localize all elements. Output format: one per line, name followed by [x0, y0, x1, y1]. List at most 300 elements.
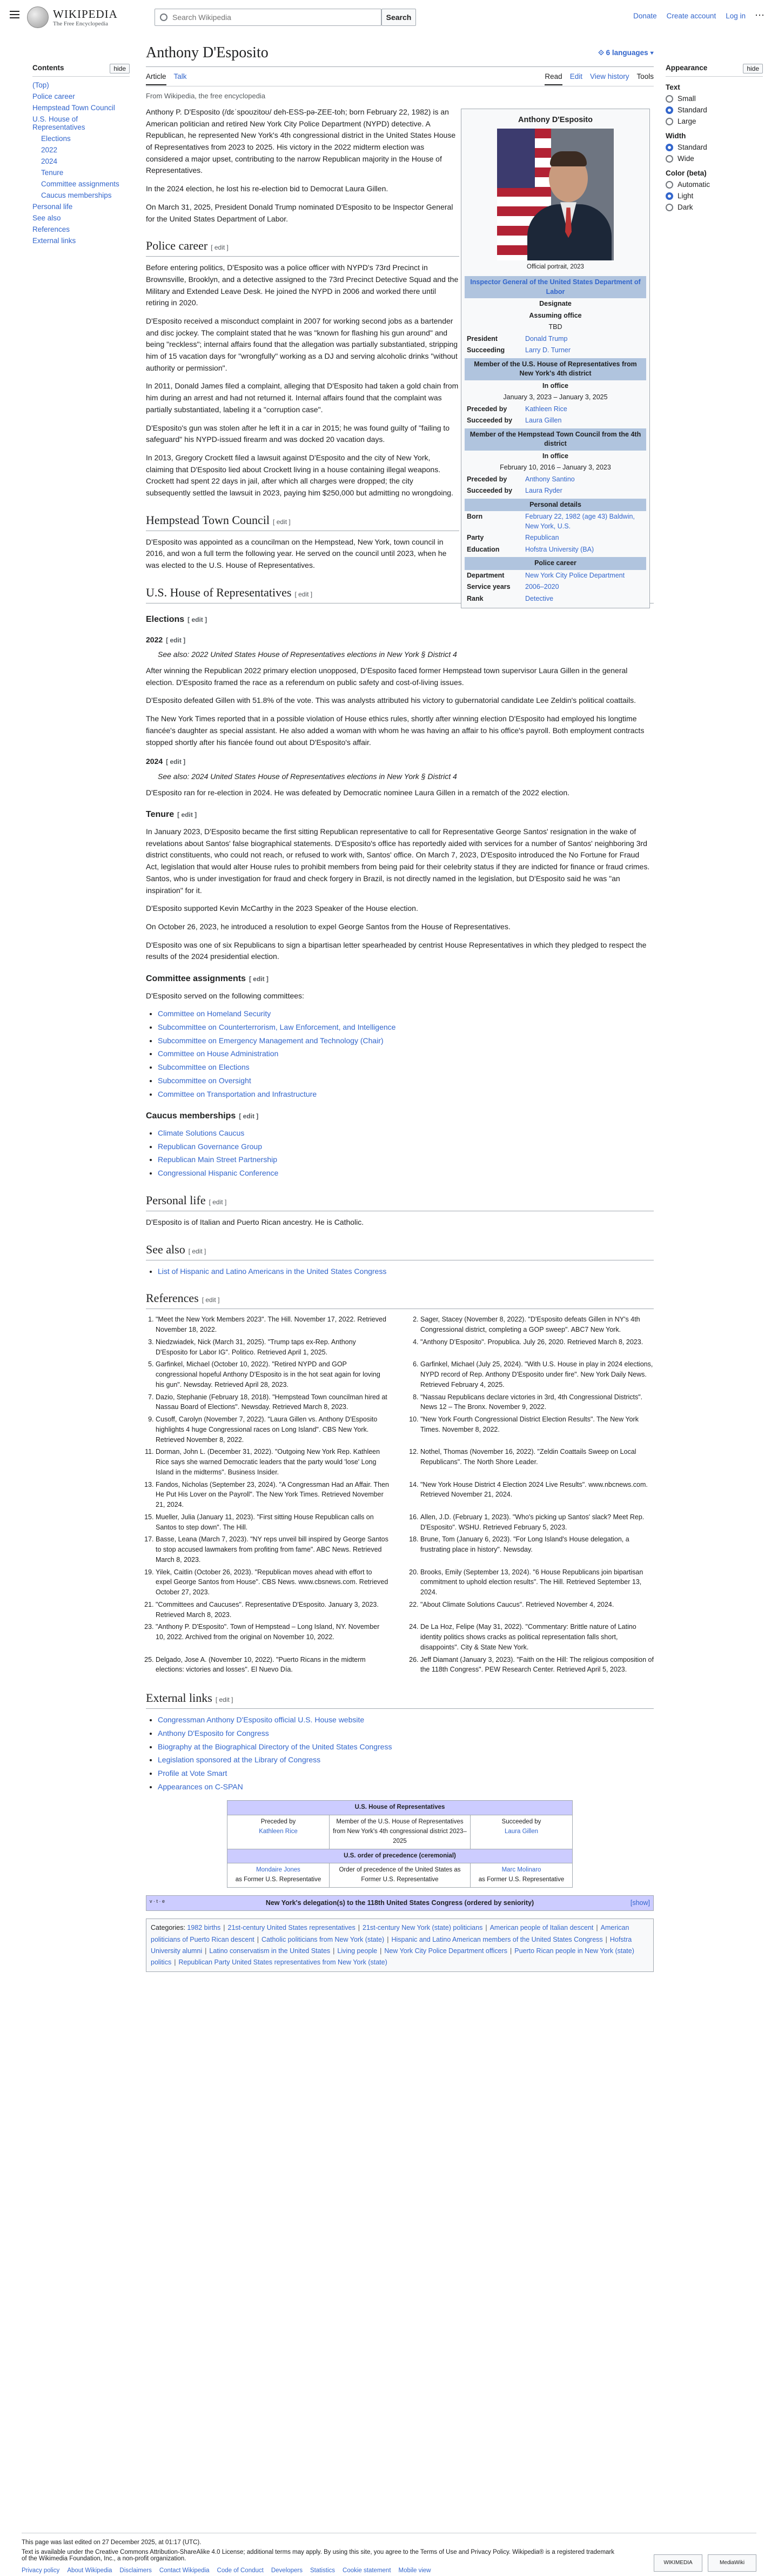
reference-item: 23. "Anthony P. D'Esposito". Town of Hempstead – Long Island, NY. November 10, 2022. Archived from the original on November 10, 2022.: [156, 1622, 389, 1652]
infobox-key: Education: [467, 545, 500, 553]
police-career-header: Police career: [465, 557, 646, 570]
toc-link[interactable]: Tenure: [41, 169, 64, 177]
tenure-paragraph: On October 26, 2023, he introduced a resolution to expel George Santos from the House of Representatives.: [146, 922, 511, 931]
donate-link[interactable]: Donate: [633, 12, 657, 20]
infobox-key: Party: [467, 534, 484, 542]
page-tabs: [146, 67, 654, 86]
category-separator: |: [223, 1924, 225, 1932]
radio-option-color_opts[interactable]: [666, 203, 763, 211]
category-link[interactable]: Latino conservatism in the United States: [209, 1947, 331, 1955]
subsection-heading-2024: 2024 [ edit ]: [146, 757, 186, 766]
navbox-preceded: Preceded by Kathleen Rice: [259, 1819, 298, 1835]
appearance-hide-button[interactable]: hide: [743, 64, 763, 73]
infobox: [461, 109, 650, 608]
wikimedia-badge[interactable]: WIKIMEDIA: [654, 2554, 702, 2572]
reference-item: 19. Yilek, Caitlin (October 26, 2023). "Republican moves ahead with effort to expel George Santos from House". CBS News. www.cbsnews.com. Retrieved October 27, 2023.: [156, 1567, 389, 1598]
reference-item: 8. "Nassau Republicans declare victories in 3rd, 4th Congressional Districts". News 12 – The Bronx. November 9, 2022.: [420, 1392, 654, 1413]
committees-intro: D'Esposito served on the following committees:: [146, 991, 304, 1000]
committee-item-text[interactable]: Subcommittee on Elections: [158, 1063, 250, 1072]
vte-links[interactable]: v · t · e: [150, 1899, 165, 1904]
infobox-value[interactable]: Larry D. Turner: [525, 346, 571, 354]
login-link[interactable]: Log in: [726, 12, 746, 20]
footer-link[interactable]: Contact Wikipedia: [159, 2567, 210, 2574]
intro-paragraph: In the 2024 election, he lost his re-election bid to Democrat Laura Gillen.: [146, 184, 388, 193]
external-link: [158, 1768, 654, 1780]
infobox-row: [465, 570, 646, 582]
category-link[interactable]: 21st-century United States representatives: [227, 1924, 356, 1932]
radio-label: Small: [678, 95, 696, 103]
infobox-value[interactable]: New York City Police Department: [525, 571, 625, 579]
caucus-item: [158, 1141, 654, 1153]
external-link-text[interactable]: Legislation sponsored at the Library of Congress: [158, 1755, 321, 1765]
toc-item[interactable]: [32, 203, 130, 211]
caucus-item-text[interactable]: Republican Main Street Partnership: [158, 1155, 278, 1164]
radio-option-width_opts[interactable]: [666, 143, 763, 151]
delegation-title[interactable]: New York's delegation(s) to the 118th United States Congress (ordered by seniority): [265, 1899, 534, 1907]
reference-item: 18. Brune, Tom (January 6, 2023). "For Long Island's House delegation, a frustrating place in history". Newsday.: [420, 1534, 654, 1565]
caucus-item: [158, 1128, 654, 1139]
more-options-icon[interactable]: ⋯: [755, 10, 765, 21]
reference-item: 26. Jeff Diamant (January 3, 2023). "Faith on the Hill: The religious composition of the 118th Congress". PEW Research Center. Retrieved April 5, 2023.: [420, 1655, 654, 1675]
committee-item-text[interactable]: Committee on Transportation and Infrastructure: [158, 1089, 317, 1098]
police-paragraph: In 2013, Gregory Crockett filed a lawsuit against D'Esposito and the city of New York, claiming that D'Esposito lied about Crockett living in a house containing illegal weapons. Crockett had spent 22 days in jail, after which all charges were dropped; the city subsequently settled the lawsuit in 2023, paying him $250,000 but admitting no wrongdoing.: [146, 453, 453, 497]
office-title-house[interactable]: Member of the U.S. House of Representatives from New York's 4th district: [465, 358, 646, 380]
category-link[interactable]: New York City Police Department officers: [384, 1947, 507, 1955]
category-link[interactable]: Living people: [337, 1947, 378, 1955]
site-sub: From Wikipedia, the free encyclopedia: [146, 92, 266, 100]
toc-item[interactable]: [32, 225, 130, 233]
caucus-item-text[interactable]: Congressional Hispanic Conference: [158, 1169, 279, 1178]
election-2022-paragraph: The New York Times reported that in a possible violation of House ethics rules, shortly after winning election D'Esposito had employed his longtime fiancée's daughter as special assistant. He also added a woman with whom he was having an affair to his office's payroll. Both employment contracts stopped shortly after his fiancée found out about D'Esposito's affair.: [146, 714, 645, 747]
toc-link[interactable]: 2024: [41, 157, 58, 165]
official-portrait-image[interactable]: [497, 129, 614, 260]
appearance-panel: [666, 64, 763, 214]
radio-label: Wide: [678, 155, 694, 163]
radio-option-text_opts[interactable]: [666, 106, 763, 114]
reference-item: 12. Nothel, Thomas (November 16, 2022). "Zeldin Coattails Sweep on Local Republicans". The North Shore Leader.: [420, 1447, 654, 1477]
precedence-previous: Mondaire Jones as Former U.S. Representative: [235, 1867, 321, 1883]
committee-item-text[interactable]: Committee on Homeland Security: [158, 1009, 271, 1018]
reference-item: 11. Dorman, John L. (December 31, 2022). "Outgoing New York Rep. Kathleen Rice says she warned Democratic leaders that the party would 'lose' Long Island in the midterms". Business Insider.: [156, 1447, 389, 1477]
toc-item[interactable]: [32, 191, 130, 199]
infobox-value[interactable]: February 22, 1982 (age 43) Baldwin, New York, U.S.: [525, 513, 635, 530]
category-separator: |: [174, 1958, 176, 1967]
category-separator: |: [387, 1935, 389, 1943]
portrait-caption: Official portrait, 2023: [527, 264, 584, 271]
infobox-key: Preceded by: [467, 475, 507, 483]
category-separator: |: [380, 1947, 382, 1955]
radio-option-color_opts[interactable]: [666, 180, 763, 189]
reference-item: 22. "About Climate Solutions Caucus". Retrieved November 4, 2024.: [420, 1600, 654, 1620]
category-separator: |: [596, 1924, 598, 1932]
external-link-text[interactable]: Congressman Anthony D'Esposito official U.S. House website: [158, 1715, 365, 1725]
search-icon: [160, 14, 167, 21]
subsection-heading-committees: Committee assignments [ edit ]: [146, 974, 269, 983]
edit-section-link[interactable]: [ edit ]: [294, 590, 313, 598]
toc-title: Contents: [32, 64, 64, 72]
subsection-heading-caucus: Caucus memberships [ edit ]: [146, 1111, 259, 1121]
category-separator: |: [358, 1924, 360, 1932]
text-size-label: Text: [666, 83, 680, 91]
search-box[interactable]: [155, 9, 381, 26]
intro-paragraph: Anthony P. D'Esposito (/dɛˈspoʊzitoʊ/ deh-ESS-pə-ZEE-toh; born February 22, 1982) is an American politician and retired New York City Police Department (NYPD) detective. A Republican, he represented New York's 4th congressional district in the United States House of Representatives from 2023 to 2025. His victory in the 2022 midterm election was considered a major upset, contributing to the narrow Republican majority in the House of Representatives.: [146, 108, 456, 175]
police-paragraph: Before entering politics, D'Esposito was a police officer with NYPD's 73rd Precinct in Brownsville, Brooklyn, and a detective assigned to the 73rd Precinct Detective Squad and the Military and Extended Leave Desk. He joined the NYPD in 2006 and worked there until retiring in 2020.: [146, 263, 459, 307]
subsection-heading-tenure: Tenure [ edit ]: [146, 810, 197, 820]
toc-item[interactable]: [32, 180, 130, 188]
caucus-item-text[interactable]: Republican Governance Group: [158, 1142, 263, 1151]
reference-item: 3. Niedzwiadek, Nick (March 31, 2025). "Trump taps ex-Rep. Anthony D'Esposito for Labor IG". Politico. Retrieved April 1, 2025.: [156, 1337, 389, 1358]
infobox-row: [465, 345, 646, 357]
infobox-row: [465, 485, 646, 497]
external-link: [158, 1714, 654, 1726]
section-heading-see-also: See also [ edit ]: [146, 1240, 654, 1260]
toc-item[interactable]: [32, 104, 130, 112]
reference-item: 25. Delgado, Jose A. (November 10, 2022). "Puerto Ricans in the midterm elections: victories and losses". El Nuevo Día.: [156, 1655, 389, 1675]
committee-item: [158, 1035, 654, 1047]
color-label: Color (beta): [666, 169, 707, 177]
navbox-member-title: Member of the U.S. House of Representatives from New York's 4th congressional district 2023–2025: [329, 1815, 471, 1848]
toc-item[interactable]: [32, 169, 130, 177]
radio-button[interactable]: [666, 204, 673, 211]
main-menu-icon[interactable]: [10, 11, 21, 19]
last-edited: This page was last edited on 27 December 2025, at 01:17 (UTC).: [22, 2539, 202, 2546]
office-title-labor[interactable]: Inspector General of the United States Department of Labor: [465, 276, 646, 298]
external-link-text[interactable]: Profile at Vote Smart: [158, 1769, 227, 1778]
reference-item: 13. Fandos, Nicholas (September 23, 2024). "A Congressman Had an Affair. Then He Put His Lover on the Payroll". The New York Times. Retrieved November 21, 2024.: [156, 1480, 389, 1510]
infobox-row: [465, 333, 646, 345]
infobox-row: [465, 593, 646, 605]
table-of-contents: [32, 64, 130, 248]
category-link[interactable]: 1982 births: [187, 1924, 221, 1932]
caucus-item: [158, 1154, 654, 1166]
footer-link[interactable]: Mobile view: [398, 2567, 431, 2574]
section-heading-external: External links [ edit ]: [146, 1689, 654, 1709]
reference-item: 7. Dazio, Stephanie (February 18, 2018). "Hempstead Town councilman hired at Nassau Board of Elections". Newsday. Retrieved March 8, 2023.: [156, 1392, 389, 1413]
radio-option-text_opts[interactable]: [666, 117, 763, 125]
police-paragraph: D'Esposito's gun was stolen after he left it in a car in 2015; he was found guilty of "failing to safeguard" his NYPD-issued firearm and was docked 20 vacation days.: [146, 423, 450, 444]
radio-button[interactable]: [666, 192, 673, 200]
infobox-value[interactable]: Republican: [525, 534, 559, 542]
radio-label: Standard: [678, 106, 707, 114]
caucus-item: [158, 1168, 654, 1179]
section-heading-references: References [ edit ]: [146, 1289, 654, 1309]
toc-item[interactable]: [32, 92, 130, 100]
edit-section-link[interactable]: [ edit ]: [166, 758, 186, 766]
toc-item[interactable]: [32, 237, 130, 245]
reference-item: 16. Allen, J.D. (February 1, 2023). "Who's picking up Santos' slack? Meet Rep. D'Esposito". WSHU. Retrieved February 5, 2023.: [420, 1512, 654, 1533]
tab-view-history[interactable]: View history: [589, 72, 629, 81]
subsection-heading-2022: 2022 [ edit ]: [146, 635, 186, 644]
toc-link[interactable]: Hempstead Town Council: [32, 104, 115, 112]
delegation-navbox: [146, 1895, 654, 1911]
edit-section-link[interactable]: [ edit ]: [211, 244, 229, 252]
tenure-paragraph: D'Esposito supported Kevin McCarthy in the 2023 Speaker of the House election.: [146, 904, 418, 913]
license-text: Text is available under the Creative Commons Attribution-ShareAlike 4.0 License; additional terms may apply. By using this site, you agree to the Terms of Use and Privacy Policy. Wikipedia® is a registered trademark of the Wikimedia Foundation, Inc., a non-profit organization.: [22, 2549, 615, 2562]
precedence-next: Marc Molinaro as Former U.S. Representative: [478, 1867, 565, 1883]
succession-navbox: [227, 1800, 573, 1888]
category-separator: |: [485, 1924, 487, 1932]
council-term: February 10, 2016 – January 3, 2023: [500, 464, 611, 472]
toc-link[interactable]: References: [32, 225, 70, 233]
navbox-title[interactable]: U.S. House of Representatives: [227, 1801, 572, 1815]
police-paragraph: D'Esposito received a misconduct complaint in 2007 for working second jobs as a bartender and disc jockey. The complaint stated that he was "known for flashing his gun around" and being "reckless"; internal affairs found that the allegation was partially substantiated, stripping him of 15 vacation days for "wrongfully" working as a DJ and serving alcoholic drinks "without authority or permission".: [146, 317, 458, 372]
infobox-value[interactable]: Anthony Santino: [525, 475, 575, 483]
radio-option-color_opts[interactable]: [666, 192, 763, 200]
search-input[interactable]: [172, 12, 340, 23]
category-link[interactable]: 21st-century New York (state) politicians: [363, 1924, 483, 1932]
footer-link[interactable]: Statistics: [310, 2567, 336, 2574]
infobox-key: Born: [467, 513, 483, 521]
reference-item: 9. Cusoff, Carolyn (November 7, 2022). "Laura Gillen vs. Anthony D'Esposito highlights 4 huge Congressional races on Long Island". CBS New York. Retrieved November 8, 2022.: [156, 1414, 389, 1445]
committee-item-text[interactable]: Subcommittee on Oversight: [158, 1076, 251, 1085]
committee-item: [158, 1075, 654, 1087]
page-title: Anthony D'Esposito: [146, 44, 269, 61]
edit-section-link[interactable]: [ edit ]: [249, 975, 269, 983]
category-separator: |: [509, 1947, 512, 1955]
infobox-row: [465, 404, 646, 415]
designate-label: Designate: [539, 300, 572, 308]
width-label: Width: [666, 132, 686, 140]
toc-link[interactable]: See also: [32, 214, 61, 222]
infobox-row: [465, 581, 646, 593]
create-account-link[interactable]: Create account: [666, 12, 716, 20]
committee-item: [158, 1048, 654, 1060]
categories-box: Categories: 1982 births | 21st-century United States representatives | 21st-century New York (state) politicians | American people of Italian descent | American politicians of Puerto Rican descent | Catholic politicians from New York (state) | Hispanic and Latino American members of the United States Congress | Hofstra University alumni | Latino conservatism in the United States | Living people | New York City Police Department officers | Puerto Rican people in New York (state) politics | Republican Party United States representatives from New York (state): [146, 1918, 654, 1972]
category-link[interactable]: American politicians of Puerto Rican descent: [151, 1924, 629, 1943]
toc-item[interactable]: [32, 214, 130, 222]
assuming-office-date: TBD: [548, 323, 562, 331]
election-2022-paragraph: D'Esposito defeated Gillen with 51.8% of the vote. This was analysts attributed his victory to gubernatorial candidate Lee Zeldin's political coattails.: [146, 696, 636, 705]
infobox-key: Service years: [467, 583, 511, 591]
external-link-text[interactable]: Appearances on C-SPAN: [158, 1782, 243, 1791]
radio-button[interactable]: [666, 144, 673, 151]
toc-item[interactable]: [32, 157, 130, 165]
radio-label: Automatic: [678, 180, 710, 189]
caucus-item-text[interactable]: Climate Solutions Caucus: [158, 1129, 245, 1138]
tenure-paragraph: D'Esposito was one of six Republicans to sign a bipartisan letter spearheaded by centrist House Representatives in which they pledged to respect the results of the 2024 presidential election.: [146, 940, 647, 961]
infobox-value[interactable]: Hofstra University (BA): [525, 545, 594, 553]
reference-item: 1. "Meet the New York Members 2023". The Hill. November 17, 2022. Retrieved November 18, 2022.: [156, 1314, 389, 1335]
edit-section-link[interactable]: [ edit ]: [209, 1198, 227, 1206]
category-separator: |: [333, 1947, 335, 1955]
infobox-key: Preceded by: [467, 405, 507, 413]
edit-section-link[interactable]: [ edit ]: [215, 1696, 233, 1704]
category-link[interactable]: Hofstra University alumni: [151, 1935, 632, 1955]
external-link: [158, 1741, 654, 1753]
infobox-value[interactable]: Donald Trump: [525, 334, 568, 343]
personal-paragraph: D'Esposito is of Italian and Puerto Rican ancestry. He is Catholic.: [146, 1217, 364, 1226]
wikipedia-wordmark[interactable]: WIKIPEDIA: [53, 8, 118, 21]
toc-link[interactable]: 2022: [41, 146, 58, 154]
toc-link[interactable]: Committee assignments: [41, 180, 119, 188]
radio-button[interactable]: [666, 181, 673, 189]
council-paragraph: D'Esposito was appointed as a councilman on the Hempstead, New York, town council in 2016, and won a full term the following year. He served on the council until 2023, when he was elected to the U.S. House of Representatives.: [146, 537, 447, 570]
edit-section-link[interactable]: [ edit ]: [188, 1247, 206, 1255]
infobox-value[interactable]: 2006–2020: [525, 583, 559, 591]
toc-link[interactable]: Personal life: [32, 203, 73, 211]
navbox-preceded-link[interactable]: Kathleen Rice: [259, 1828, 298, 1835]
assuming-office-label: Assuming office: [529, 311, 582, 319]
committee-item: [158, 1089, 654, 1101]
site-header: [0, 0, 778, 37]
infobox-key: Succeeding: [467, 346, 505, 354]
main-content: [146, 37, 654, 1972]
reference-item: 5. Garfinkel, Michael (October 10, 2022). "Retired NYPD and GOP congressional hopeful Anthony D'Esposito is in the hot seat again for loving his gun". Newsday. Retrieved April 28, 2023.: [156, 1359, 389, 1390]
committee-item-text[interactable]: Subcommittee on Counterterrorism, Law Enforcement, and Intelligence: [158, 1023, 396, 1032]
tenure-paragraph: In January 2023, D'Esposito became the first sitting Republican representative to call for Representative George Santos' resignation in the wake of revelations about Santos' false biographical statements. D'Esposito's office has reportedly aided with services for a number of Santos' neighboring 3rd district constituents, who could not reach, or refused to work with, Santos' office. On March 7, 2023, D'Esposito introduced the No Fortune for Fraud Act, legislation that would alter House rules to prohibit members from being paid for their celebrity status if they are indicted for finance or fraud crimes. Santos, who is under investigation for fraud and check forgery in Brazil, is not directly named in the legislation, but D'Esposito said he was "an inspiration" for it.: [146, 827, 650, 895]
toc-link[interactable]: Elections: [41, 135, 71, 143]
reference-item: 10. "New York Fourth Congressional District Election Results". The New York Times. November 8, 2022.: [420, 1414, 654, 1445]
category-separator: |: [605, 1935, 607, 1943]
infobox-key: Succeeded by: [467, 417, 513, 425]
radio-button[interactable]: [666, 118, 673, 125]
infobox-key: Rank: [467, 594, 484, 602]
category-link[interactable]: Catholic politicians from New York (state): [261, 1935, 385, 1943]
precedence-current: Order of precedence of the United States as Former U.S. Representative: [329, 1863, 471, 1887]
reference-item: 4. "Anthony D'Esposito". Propublica. July 26, 2020. Retrieved March 8, 2023.: [420, 1337, 654, 1358]
footer-link[interactable]: Cookie statement: [343, 2567, 391, 2574]
reference-item: 21. "Committees and Caucuses". Representative D'Esposito. January 3, 2023. Retrieved March 8, 2023.: [156, 1600, 389, 1620]
infobox-key: President: [467, 334, 498, 343]
see-also-hatnote[interactable]: See also: 2024 United States House of Representatives elections in New York § District 4: [158, 772, 457, 781]
categories-label[interactable]: Categories: [151, 1924, 184, 1932]
toc-link[interactable]: (Top): [32, 81, 49, 89]
toc-hide-button[interactable]: hide: [110, 64, 130, 73]
infobox-value[interactable]: Laura Ryder: [525, 487, 562, 495]
tab-edit[interactable]: Edit: [569, 72, 582, 81]
infobox-row: [465, 532, 646, 544]
infobox-name: Anthony D'Esposito: [518, 116, 593, 124]
tools-menu[interactable]: Tools: [636, 72, 654, 81]
in-office-label: In office: [542, 381, 568, 390]
edit-section-link[interactable]: [ edit ]: [273, 518, 291, 526]
external-link: [158, 1781, 654, 1793]
footer-link[interactable]: Developers: [271, 2567, 303, 2574]
edit-section-link[interactable]: [ edit ]: [202, 1296, 220, 1304]
infobox-row: [465, 544, 646, 556]
radio-label: Dark: [678, 203, 693, 211]
radio-label: Standard: [678, 143, 707, 151]
tab-talk[interactable]: Talk: [173, 72, 187, 81]
navbox-show-toggle[interactable]: [show]: [630, 1899, 650, 1907]
footer-link[interactable]: About Wikipedia: [67, 2567, 112, 2574]
in-office-label: In office: [542, 452, 568, 460]
edit-section-link[interactable]: [ edit ]: [239, 1112, 259, 1121]
committee-item-text[interactable]: Subcommittee on Emergency Management and Technology (Chair): [158, 1036, 384, 1045]
section-heading-council: Hempstead Town Council [ edit ]: [146, 511, 459, 531]
infobox-row: [465, 474, 646, 486]
toc-item[interactable]: [32, 146, 130, 154]
office-title-council[interactable]: Member of the Hempstead Town Council from the 4th district: [465, 428, 646, 451]
reference-item: 15. Mueller, Julia (January 11, 2023). "First sitting House Republican calls on Santos to step down". The Hill.: [156, 1512, 389, 1533]
category-link[interactable]: Hispanic and Latino American members of the United States Congress: [391, 1935, 603, 1943]
infobox-key: Succeeded by: [467, 487, 513, 495]
toc-item[interactable]: [32, 115, 130, 131]
committee-item: [158, 1022, 654, 1034]
section-heading-house: U.S. House of Representatives [ edit ]: [146, 583, 654, 603]
reference-item: 6. Garfinkel, Michael (July 25, 2024). "With U.S. House in play in 2024 elections, NYPD record of Rep. Anthony D'Esposito under fire". New York Daily News. Retrieved February 4, 2025.: [420, 1359, 654, 1390]
toc-link[interactable]: Caucus memberships: [41, 191, 112, 199]
infobox-value[interactable]: Laura Gillen: [525, 417, 562, 425]
toc-link[interactable]: External links: [32, 237, 76, 245]
toc-link[interactable]: Police career: [32, 92, 75, 100]
category-separator: |: [257, 1935, 259, 1943]
reference-item: 24. De La Hoz, Felipe (May 31, 2022). "Commentary: Brittle nature of Latino identity politics shows cracks as political representation falls short, disappoints". City & State New York.: [420, 1622, 654, 1652]
radio-option-width_opts[interactable]: [666, 155, 763, 163]
language-button[interactable]: ⟐ 6 languages ▾: [598, 49, 654, 57]
infobox-value[interactable]: Detective: [525, 594, 554, 602]
see-also-hatnote[interactable]: See also: 2022 United States House of Representatives elections in New York § District 4: [158, 650, 457, 659]
footer-link[interactable]: Disclaimers: [119, 2567, 152, 2574]
section-heading-personal: Personal life [ edit ]: [146, 1191, 654, 1211]
toc-item[interactable]: [32, 135, 130, 143]
reference-item: 2. Sager, Stacey (November 8, 2022). "D'Esposito defeats Gillen in NY's 4th Congressional district, completing a GOP sweep". ABC7 New York.: [420, 1314, 654, 1335]
search-button[interactable]: Search: [381, 9, 416, 26]
intro-paragraph: On March 31, 2025, President Donald Trump nominated D'Esposito to be Inspector General for the United States Department of Labor.: [146, 202, 453, 223]
navbox-succeeded-link[interactable]: Laura Gillen: [504, 1828, 538, 1835]
precedence-title[interactable]: U.S. order of precedence (ceremonial): [227, 1849, 572, 1863]
committee-item-text[interactable]: Committee on House Administration: [158, 1049, 279, 1058]
external-link: [158, 1754, 654, 1766]
reference-item: 17. Basse, Leana (March 7, 2023). "NY reps unveil bill inspired by George Santos to stop accused lawmakers from profiting from fame". ABC News. Retrieved March 8, 2023.: [156, 1534, 389, 1565]
reference-item: 14. "New York House District 4 Election 2024 Live Results". www.nbcnews.com. Retrieved November 21, 2024.: [420, 1480, 654, 1510]
category-link[interactable]: Republican Party United States representatives from New York (state): [178, 1958, 387, 1967]
edit-section-link[interactable]: [ edit ]: [177, 811, 197, 819]
category-link[interactable]: Puerto Rican people in New York (state) politics: [151, 1947, 634, 1967]
section-heading-police: Police career [ edit ]: [146, 237, 459, 257]
reference-item: 20. Brooks, Emily (September 13, 2024). "6 House Republicans join bipartisan commitment to uphold election results". The Hill. Retrieved September 13, 2024.: [420, 1567, 654, 1598]
navbox-succeeded: Succeeded by Laura Gillen: [501, 1819, 541, 1835]
election-2022-paragraph: After winning the Republican 2022 primary election unopposed, D'Esposito faced former Hempstead town supervisor Laura Gillen in the general election. D'Esposito framed the race as a referendum on public safety and cost-of-living issues.: [146, 666, 628, 687]
wikipedia-tagline: The Free Encyclopedia: [53, 21, 109, 27]
tab-article[interactable]: Article: [146, 72, 166, 85]
committee-item: [158, 1008, 654, 1020]
personal-details-header: Personal details: [465, 499, 646, 512]
radio-button[interactable]: [666, 106, 673, 114]
radio-button[interactable]: [666, 155, 673, 163]
radio-label: Large: [678, 117, 696, 125]
toc-item[interactable]: [32, 81, 130, 89]
footer-link[interactable]: Code of Conduct: [217, 2567, 264, 2574]
toc-link[interactable]: U.S. House of Representatives: [32, 115, 85, 131]
external-link-text[interactable]: Biography at the Biographical Directory of the United States Congress: [158, 1742, 392, 1751]
radio-label: Light: [678, 192, 694, 200]
infobox-row: [465, 415, 646, 427]
committee-item: [158, 1062, 654, 1074]
police-paragraph: In 2011, Donald James filed a complaint, alleging that D'Esposito had taken a gold chain from him during an arrest and had not returned it. Internal affairs found that the complaint was partially substantiated, labeling it a "corruption case".: [146, 381, 459, 414]
edit-section-link[interactable]: [ edit ]: [166, 636, 186, 644]
election-2024-paragraph: D'Esposito ran for re-election in 2024. He was defeated by Democratic nominee Laura Gillen in a rematch of the 2022 election.: [146, 788, 569, 797]
external-link-text[interactable]: Anthony D'Esposito for Congress: [158, 1728, 269, 1738]
wikipedia-globe-logo[interactable]: [27, 6, 49, 28]
infobox-key: Department: [467, 571, 505, 579]
subsection-heading-elections: Elections [ edit ]: [146, 614, 207, 624]
edit-section-link[interactable]: [ edit ]: [187, 615, 207, 623]
radio-button[interactable]: [666, 95, 673, 103]
appearance-title: Appearance: [666, 64, 708, 72]
tab-read[interactable]: Read: [545, 72, 562, 85]
external-link: [158, 1728, 654, 1740]
infobox-row: [465, 511, 646, 532]
infobox-value[interactable]: Kathleen Rice: [525, 405, 567, 413]
mediawiki-badge[interactable]: MediaWiki: [708, 2554, 756, 2572]
radio-option-text_opts[interactable]: [666, 95, 763, 103]
see-also-link[interactable]: List of Hispanic and Latino Americans in the United States Congress: [158, 1266, 387, 1276]
house-term: January 3, 2023 – January 3, 2025: [503, 393, 608, 401]
footer-link[interactable]: Privacy policy: [22, 2567, 60, 2574]
category-link[interactable]: American people of Italian descent: [489, 1924, 594, 1932]
personal-tools: [633, 12, 746, 20]
